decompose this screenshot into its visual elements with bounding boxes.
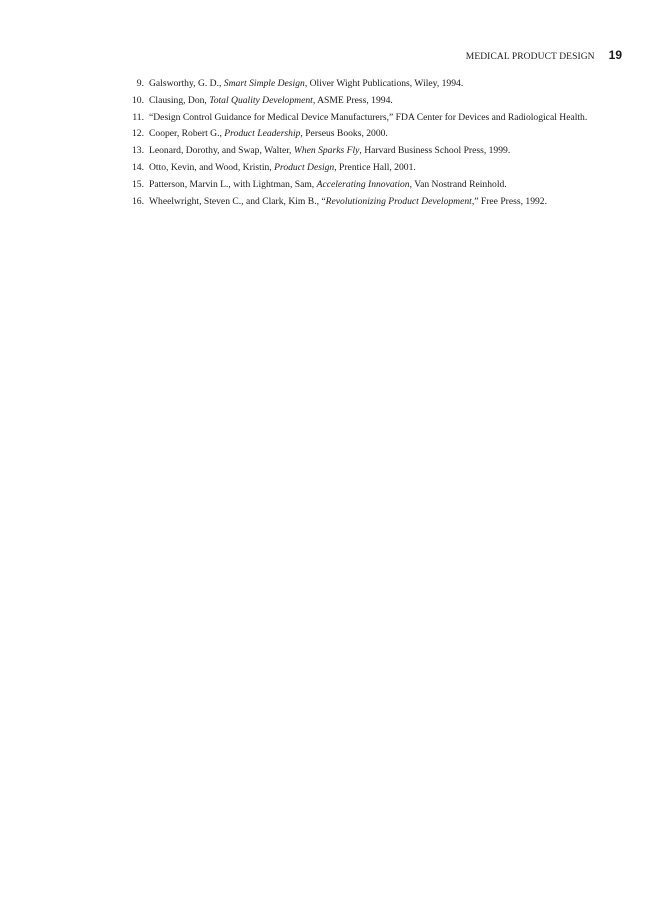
reference-text [149,95,621,107]
reference-item [131,196,621,208]
reference-item [131,112,621,124]
reference-authors: Leonard, Dorothy, and Swap, Walter, [149,145,294,157]
reference-text [149,112,621,124]
reference-title: Product Design [274,161,335,173]
reference-number: 11. [132,111,144,123]
reference-publication: , ASME Press, 1994. [312,94,393,106]
reference-text [149,128,621,140]
reference-publication: , Harvard Business School Press, 1999. [359,145,511,157]
reference-title: Total Quality Development [209,94,313,106]
reference-number: 13. [132,145,144,157]
reference-text [149,145,621,157]
reference-number: 16. [132,195,144,207]
running-header [466,48,622,62]
reference-publication: ,” Free Press, 1992. [471,195,547,207]
reference-authors: Clausing, Don, [149,94,210,106]
reference-number: 12. [132,128,144,140]
reference-title: Product Leadership [224,128,301,140]
reference-text [149,179,621,191]
reference-item [131,162,621,174]
reference-publication: , Prentice Hall, 2001. [334,161,416,173]
reference-list [131,78,621,212]
running-title: MEDICAL PRODUCT DESIGN [465,52,595,62]
reference-authors: Cooper, Robert G., [149,128,225,140]
reference-title: Smart Simple Design [223,78,305,89]
reference-item [131,179,621,191]
reference-item [131,95,621,107]
reference-authors: Otto, Kevin, and Wood, Kristin, [149,161,275,173]
reference-title: When Sparks Fly [293,145,360,157]
reference-title: Revolutionizing Product Development [325,195,472,207]
reference-authors: Patterson, Marvin L., with Lightman, Sam, [149,178,317,190]
reference-number: 14. [132,161,144,173]
reference-publication: , Perseus Books, 2000. [300,128,388,140]
reference-text [149,78,621,90]
reference-number: 10. [132,94,144,106]
reference-authors: Wheelwright, Steven C., and Clark, Kim B., “ [149,195,326,207]
reference-text [149,196,621,208]
reference-authors: “Design Control Guidance for Medical Device Manufacturers,” FDA Center for Devices and Radiological Health. [149,111,588,123]
reference-authors: Galsworthy, G. D., [149,78,224,89]
reference-number: 9. [136,78,144,89]
page-number: 19 [608,48,622,62]
reference-item [131,145,621,157]
reference-text [149,162,621,174]
reference-number: 15. [132,178,144,190]
reference-title: Accelerating Innovation [316,178,410,190]
reference-publication: , Van Nostrand Reinhold. [409,178,507,190]
reference-publication: , Oliver Wight Publications, Wiley, 1994. [304,78,464,89]
reference-item [131,78,621,90]
reference-item [131,128,621,140]
